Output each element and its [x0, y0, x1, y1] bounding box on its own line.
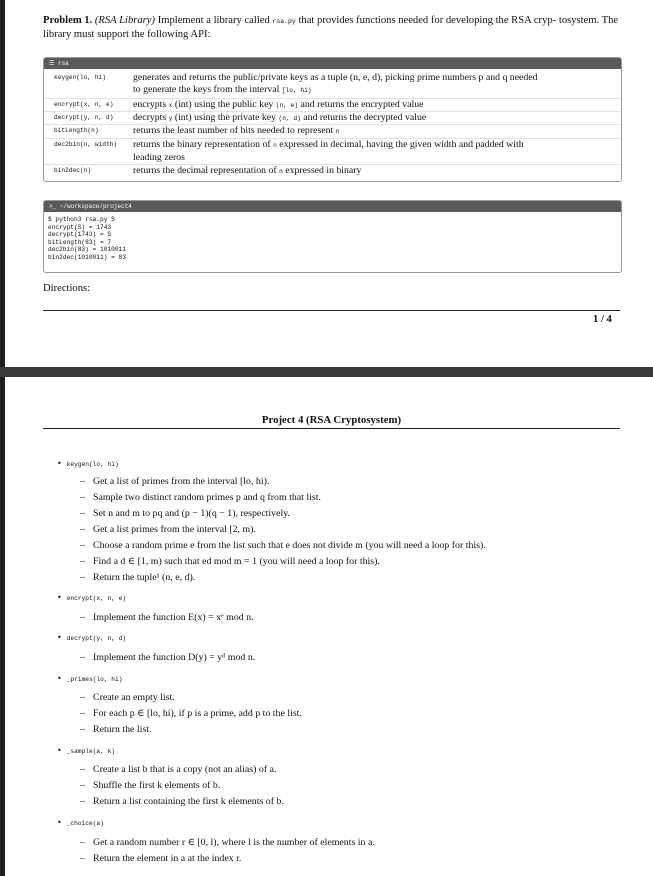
list-item: – Create an empty list.	[80, 692, 175, 703]
page-number: 1 / 4	[593, 314, 612, 325]
terminal-line: encrypt(S) = 1743	[48, 223, 112, 231]
list-item: – Implement the function E(x) = xᵉ mod n.	[80, 612, 254, 623]
problem-name: (RSA Library)	[94, 15, 156, 26]
step-text: Get a list primes from the interval [2, m).	[93, 524, 256, 535]
directions-heading: Directions:	[43, 283, 91, 294]
section-fn: encrypt(x, n, e)	[66, 595, 127, 602]
api-desc	[133, 165, 616, 178]
problem-lead: Problem 1.	[43, 15, 93, 26]
page-1	[5, 0, 653, 367]
api-desc-text: returns the least number of bits needed to represent	[133, 125, 334, 136]
terminal-line: decrypt(1743) = S	[48, 231, 112, 239]
api-desc-code: (n, e)	[275, 102, 299, 109]
terminal-output	[44, 212, 621, 262]
step-text: Return a list containing the first k elements of b.	[93, 796, 284, 807]
api-row	[44, 111, 621, 123]
list-item: – Implement the function D(y) = yᵈ mod n.	[80, 652, 256, 663]
step-text: Choose a random prime e from the list such that e does not divide m (you will need a loop for this).	[93, 540, 486, 551]
api-fn: encrypt(x, n, e)	[54, 101, 114, 108]
api-row	[44, 98, 621, 110]
step-text: Get a list of primes from the interval [lo, hi).	[93, 476, 270, 487]
list-item: – Sample two distinct random primes p and q from that list.	[80, 492, 321, 503]
step-text: Shuffle the first k elements of b.	[93, 780, 221, 791]
list-item: – Get a list of primes from the interval [lo, hi).	[80, 476, 270, 487]
api-fn: bitLength(n)	[54, 127, 99, 134]
list-item: – Shuffle the first k elements of b.	[80, 780, 221, 791]
api-desc-text: decrypts	[133, 112, 167, 123]
api-desc	[133, 139, 616, 164]
section-heading	[57, 818, 104, 827]
api-row	[44, 124, 621, 136]
step-text: Implement the function D(y) = yᵈ mod n.	[93, 652, 256, 663]
problem-statement	[43, 14, 621, 41]
api-desc-code: x	[168, 102, 173, 109]
problem-file: rsa.py	[272, 18, 296, 25]
api-desc-text: (int) using the private key	[174, 112, 277, 123]
list-item: – Choose a random prime e from the list such that e does not divide m (you will need a loop for this).	[80, 540, 486, 551]
step-text: Create a list b that is a copy (not an alias) of a.	[93, 764, 277, 775]
bullet-icon: •	[57, 459, 62, 468]
api-desc-text: expressed in binary	[285, 165, 362, 176]
api-desc-text: returns the decimal representation of	[133, 165, 277, 176]
list-item: – Return the element in a at the index r.	[80, 853, 242, 864]
api-desc-text: and returns the encrypted value	[300, 99, 424, 110]
page-title: Project 4 (RSA Cryptosystem)	[261, 414, 402, 426]
section-fn: _primes(lo, hi)	[66, 676, 123, 683]
section-heading	[57, 633, 126, 642]
api-row	[44, 138, 621, 163]
api-desc-code: n	[335, 128, 340, 135]
section-heading	[57, 593, 126, 602]
list-item: – Return a list containing the first k elements of b.	[80, 796, 284, 807]
step-text: Return the element in a at the index r.	[93, 853, 242, 864]
list-item: – Return the tuple¹ (n, e, d).	[80, 572, 196, 583]
api-desc	[133, 125, 616, 138]
list-item: – For each p ∈ [lo, hi), if p is a prime, add p to the list.	[80, 708, 302, 719]
problem-text-a: Implement a library called	[157, 15, 270, 26]
header-rule	[43, 428, 620, 429]
api-desc-text: expressed in decimal, having the given width and padded with	[279, 139, 524, 150]
section-heading	[57, 459, 119, 468]
list-item: – Find a d ∈ [1, m) such that ed mod m = 1 (you will need a loop for this).	[80, 556, 380, 567]
api-desc-text: and returns the decrypted value	[303, 112, 427, 123]
step-text: Create an empty list.	[93, 692, 175, 703]
api-desc-code: (n, d)	[278, 115, 301, 122]
terminal-line: $ python3 rsa.py S	[48, 216, 115, 223]
api-desc-text: leading zeros	[133, 152, 185, 163]
section-fn: keygen(lo, hi)	[66, 461, 119, 468]
section-fn: decrypt(y, n, d)	[66, 635, 127, 642]
api-fn: decrypt(y, n, d)	[54, 114, 114, 121]
terminal-line: bitLength(83) = 7	[48, 238, 112, 246]
api-desc-code: y	[168, 115, 173, 122]
api-desc-code: n	[279, 168, 283, 175]
api-header-label: rsa	[57, 60, 69, 67]
list-item: – Get a random number r ∈ [0, l), where l is the number of elements in a.	[80, 837, 375, 848]
api-desc-code: n	[273, 142, 277, 149]
footer-rule	[43, 310, 620, 311]
step-text: Sample two distinct random primes p and q from that list.	[93, 492, 321, 503]
step-text: Find a d ∈ [1, m) such that ed mod m = 1 (you will need a loop for this).	[93, 556, 380, 567]
step-text: Return the tuple¹ (n, e, d).	[93, 572, 196, 583]
api-fn: keygen(lo, hi)	[54, 74, 106, 81]
api-desc-text: (int) using the public key	[174, 99, 274, 110]
bullet-icon: •	[57, 593, 62, 602]
api-desc-text: to generate the keys from the interval	[133, 84, 280, 95]
section-fn: _sample(a, k)	[66, 748, 115, 755]
step-text: Get a random number r ∈ [0, l), where l is the number of elements in a.	[93, 837, 375, 848]
api-desc-text: returns the binary representation of	[133, 139, 271, 150]
api-header: ☰ rsa	[44, 58, 621, 69]
step-text: Set n and m to pq and (p − 1)(q − 1), respectively.	[93, 508, 290, 519]
api-fn: bin2dec(n)	[54, 167, 92, 174]
bullet-icon: •	[57, 746, 62, 755]
list-item: – Get a list primes from the interval [2, m).	[80, 524, 256, 535]
page-2	[5, 377, 653, 876]
list-item: – Return the list.	[80, 724, 152, 735]
api-desc	[133, 72, 616, 97]
list-item: – Create a list b that is a copy (not an alias) of a.	[80, 764, 277, 775]
step-text: For each p ∈ [lo, hi), if p is a prime, add p to the list.	[93, 708, 302, 719]
api-row	[44, 164, 621, 176]
problem-text-b: that provides functions needed for developing the RSA cryp-	[298, 15, 557, 26]
page-gap	[0, 367, 653, 377]
api-box	[43, 57, 622, 182]
api-fn: dec2bin(n, width)	[54, 141, 118, 148]
bullet-icon: •	[57, 674, 62, 683]
api-desc-code: [lo, hi)	[281, 87, 312, 94]
api-desc-text: encrypts	[133, 99, 167, 110]
list-item: – Set n and m to pq and (p − 1)(q − 1), respectively.	[80, 508, 290, 519]
terminal-header: >_ ~/workspace/project4	[44, 201, 621, 212]
section-fn: _choice(a)	[66, 820, 104, 827]
terminal-box	[43, 200, 622, 273]
section-heading	[57, 674, 122, 683]
bullet-icon: •	[57, 818, 62, 827]
step-text: Return the list.	[93, 724, 152, 735]
step-text: Implement the function E(x) = xᵉ mod n.	[93, 612, 254, 623]
terminal-line: dec2bin(83) = 1010011	[48, 246, 126, 254]
terminal-line: bin2dec(1010011) = 83	[48, 253, 126, 261]
bullet-icon: •	[57, 633, 62, 642]
section-heading	[57, 746, 115, 755]
problem-text-c: tosystem. The library must support the following API:	[43, 15, 619, 40]
api-desc-text: generates and returns the public/private keys as a tuple (n, e, d), picking prime numbers p and q needed	[133, 72, 538, 83]
